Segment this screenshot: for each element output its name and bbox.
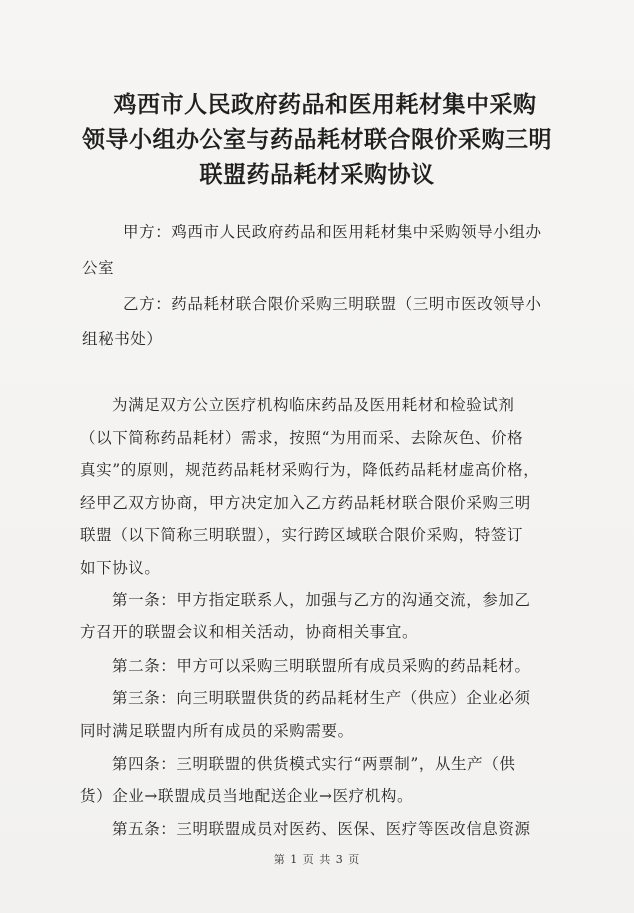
document-title-line-2: 领导小组办公室与药品耗材联合限价采购三明 [82, 127, 552, 153]
party-a-line-2: 公室 [82, 259, 115, 277]
preamble-line: 真实”的原则，规范药品耗材采购行为，降低药品耗材虚高价格， [80, 461, 540, 479]
preamble-line: 联盟（以下简称三明联盟），实行跨区域联合限价采购，特签订 [80, 526, 524, 544]
party-b-line-2: 组秘书处） [82, 330, 163, 348]
party-b-line-1: 乙方：药品耗材联合限价采购三明联盟（三明市医改领导小 [123, 295, 542, 313]
document-title-line-1: 鸡西市人民政府药品和医用耗材集中采购 [113, 92, 537, 118]
page-number-footer: 第 1 页 共 3 页 [273, 853, 361, 866]
preamble-line: 为满足双方公立医疗机构临床药品及医用耗材和检验试剂 [112, 396, 515, 414]
preamble-line: 经甲乙双方协商，甲方决定加入乙方药品耗材联合限价采购三明 [80, 494, 531, 512]
article-3-line: 第三条：向三明联盟供货的药品耗材生产（供应）企业必须 [112, 689, 531, 707]
article-2-line: 第二条：甲方可以采购三明联盟所有成员采购的药品耗材。 [112, 657, 531, 675]
preamble-line: （以下简称药品耗材）需求，按照“为用而采、去除灰色、价格 [80, 429, 524, 447]
article-3-line: 同时满足联盟内所有成员的采购需要。 [80, 722, 354, 740]
document-title-line-3: 联盟药品耗材采购协议 [199, 162, 435, 188]
party-a-line-1: 甲方：鸡西市人民政府药品和医用耗材集中采购领导小组办 [123, 223, 542, 241]
article-4-line: 第四条：三明联盟的供货模式实行“两票制”，从生产（供 [112, 755, 516, 773]
preamble-line: 如下协议。 [80, 559, 161, 577]
article-5-line: 第五条：三明联盟成员对医药、医保、医疗等医改信息资源 [112, 820, 531, 838]
article-1-line: 方召开的联盟会议和相关活动，协商相关事宜。 [80, 623, 419, 641]
article-4-line: 货）企业→联盟成员当地配送企业→医疗机构。 [80, 787, 414, 805]
article-1-line: 第一条：甲方指定联系人，加强与乙方的沟通交流，参加乙 [112, 591, 531, 609]
